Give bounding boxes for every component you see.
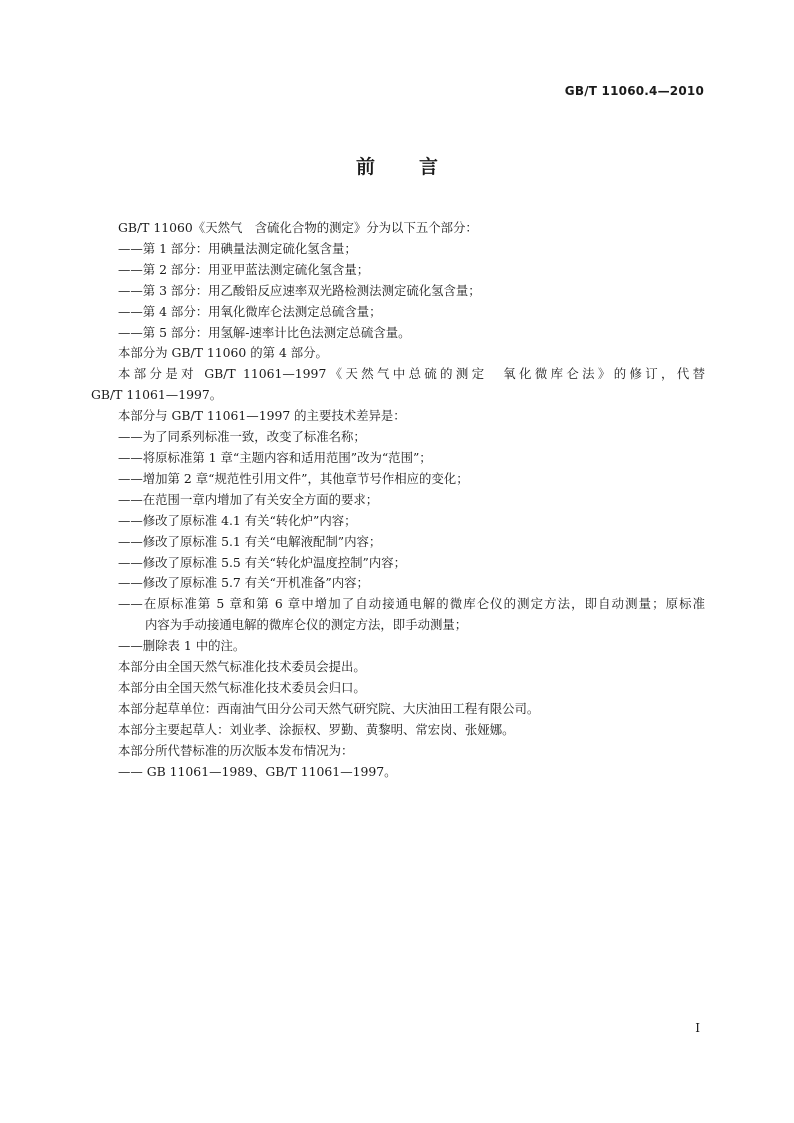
list-item: ——第 5 部分：用氢解-速率计比色法测定总硫含量。 <box>118 324 411 340</box>
paragraph: 本部分所代替标准的历次版本发布情况为： <box>118 742 354 758</box>
page-number: I <box>695 1021 700 1035</box>
list-item: —— GB 11061—1989、GB/T 11061—1997。 <box>118 763 397 779</box>
paragraph: 本部分为 GB/T 11060 的第 4 部分。 <box>118 345 328 361</box>
list-item: ——增加第 2 章“规范性引用文件”，其他章节号作相应的变化； <box>118 470 469 486</box>
list-item: ——为了同系列标准一致，改变了标准名称； <box>118 429 366 445</box>
paragraph: 本部分与 GB/T 11061—1997 的主要技术差异是： <box>118 408 406 424</box>
paragraph: 本部分由全国天然气标准化技术委员会提出。 <box>118 659 366 675</box>
list-item: ——修改了原标准 5.1 有关“电解液配制”内容； <box>118 533 382 549</box>
paragraph: 本部分是对 GB/T 11061—1997《天然气中总硫的测定 氧化微库仑法》的修订，代替 <box>118 366 705 382</box>
list-item-continuation: 内容为手动接通电解的微库仑仪的测定方法，即手动测量； <box>145 617 468 633</box>
list-item: ——删除表 1 中的注。 <box>118 638 246 654</box>
standard-code: GB/T 11060.4—2010 <box>564 84 704 98</box>
list-item: ——第 4 部分：用氧化微库仑法测定总硫含量； <box>118 303 382 319</box>
list-item: ——在范围一章内增加了有关安全方面的要求； <box>118 491 379 507</box>
page-title: 前言 <box>355 156 482 178</box>
list-item: ——修改了原标准 5.5 有关“转化炉温度控制”内容； <box>118 554 407 570</box>
list-item: ——第 2 部分：用亚甲蓝法测定硫化氢含量； <box>118 261 370 277</box>
list-item: ——第 1 部分：用碘量法测定硫化氢含量； <box>118 240 357 256</box>
paragraph: 本部分由全国天然气标准化技术委员会归口。 <box>118 679 366 695</box>
paragraph: GB/T 11060《天然气 含硫化合物的测定》分为以下五个部分： <box>118 220 478 235</box>
paragraph: 本部分主要起草人：刘业孝、涂振权、罗勤、黄黎明、常宏岗、张娅娜。 <box>118 721 515 737</box>
list-item: ——修改了原标准 4.1 有关“转化炉”内容； <box>118 512 357 528</box>
list-item: ——将原标准第 1 章“主题内容和适用范围”改为“范围”； <box>118 449 432 465</box>
list-item: ——第 3 部分：用乙酸铅反应速率双光路检测法测定硫化氢含量； <box>118 282 481 298</box>
list-item: ——在原标准第 5 章和第 6 章中增加了自动接通电解的微库仑仪的测定方法，即自动测量；原标准 <box>118 596 705 612</box>
paragraph-continuation: GB/T 11061—1997。 <box>91 387 223 403</box>
foreword-body <box>91 218 705 782</box>
paragraph: 本部分起草单位：西南油气田分公司天然气研究院、大庆油田工程有限公司。 <box>118 700 540 716</box>
list-item: ——修改了原标准 5.7 有关“开机准备”内容； <box>118 575 369 591</box>
